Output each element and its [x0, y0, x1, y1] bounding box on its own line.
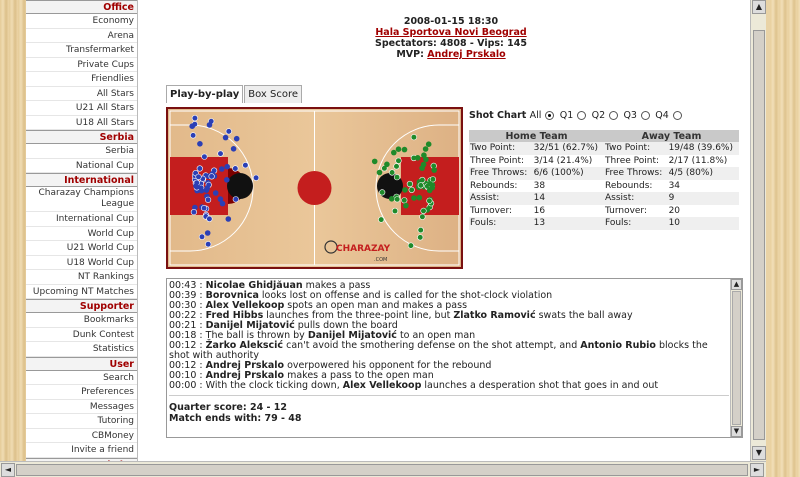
match-datetime: 2008-01-15 18:30: [403, 16, 499, 27]
stat-label-away: Assist:: [604, 192, 668, 205]
shot-marker: [205, 197, 211, 203]
log-text: launches a desperation shot that goes in and out: [421, 380, 659, 391]
stat-home-value: 38: [533, 180, 546, 191]
shot-marker: [402, 198, 408, 204]
log-scrollbar[interactable]: [730, 279, 742, 437]
sidebar-item-preferences[interactable]: Preferences: [26, 385, 137, 400]
spectators: Spectators: 4808 - Vips: 145: [374, 38, 527, 49]
log-time: 00:18: [169, 330, 197, 341]
match-header: [316, 16, 586, 60]
away-team-header: Away Team: [604, 130, 739, 142]
shot-marker: [431, 167, 437, 173]
shot-marker: [394, 164, 400, 170]
log-text: launches from the three-point line, but: [263, 310, 454, 321]
sidebar-item-economy[interactable]: Economy: [26, 14, 137, 29]
stat-home-value: 16: [533, 205, 546, 216]
stat-away-value: 4/5 (80%): [668, 167, 739, 180]
window-scroll-down-icon[interactable]: ▼: [752, 446, 766, 460]
tab-bar: [166, 85, 303, 103]
sidebar-item-world-cup[interactable]: World Cup: [26, 227, 137, 242]
log-text: swats the ball away: [535, 310, 633, 321]
shot-marker: [204, 185, 210, 191]
log-text: looks lost on offense and is called for the shot-clock violation: [258, 290, 553, 301]
logo-text: CHARAZAY: [336, 244, 391, 254]
filter-q1-radio[interactable]: [577, 111, 586, 120]
sidebar-item-international-cup[interactable]: International Cup: [26, 212, 137, 227]
shot-marker: [389, 170, 395, 176]
log-text: makes a pass: [302, 280, 371, 291]
shot-marker: [427, 198, 433, 204]
shot-chart-filter: [469, 110, 684, 121]
shot-marker: [411, 134, 417, 140]
shot-marker: [392, 208, 398, 214]
stat-away-value: 2/17 (11.8%): [668, 155, 728, 166]
tab-play-by-play[interactable]: Play-by-play: [166, 85, 243, 103]
shot-marker: [402, 187, 408, 193]
stat-row: [469, 142, 739, 155]
stat-away-value: 20: [668, 205, 681, 216]
log-time: 00:39: [169, 290, 197, 301]
shot-marker: [223, 135, 229, 141]
sidebar-item-search[interactable]: Search: [26, 371, 137, 386]
court-graphic: [168, 109, 461, 267]
match-final-score: Match ends with: 79 - 48: [169, 413, 302, 424]
log-time: 00:12: [169, 360, 197, 371]
log-line: 00:18 : The ball is thrown by Danijel Mijatović to an open man: [169, 330, 476, 341]
shot-marker: [418, 183, 424, 189]
stat-label-away: Two Point:: [604, 142, 668, 155]
log-content: [169, 281, 729, 424]
shot-marker: [201, 205, 207, 211]
filter-q3-radio[interactable]: [641, 111, 650, 120]
shot-marker: [213, 190, 219, 196]
shot-marker: [402, 147, 408, 153]
log-text: With the clock ticking down,: [205, 380, 343, 391]
sidebar-item-dunk-contest[interactable]: Dunk Contest: [26, 328, 137, 343]
shot-marker: [423, 157, 429, 163]
shot-marker: [196, 174, 202, 180]
shot-marker: [417, 195, 423, 201]
sidebar-menu: [26, 0, 138, 477]
log-line: 00:00 : With the clock ticking down, Alex Vellekoop launches a desperation shot that goes in and out: [169, 380, 659, 391]
sidebar-item-u21-all-stars[interactable]: U21 All Stars: [26, 101, 137, 116]
shot-marker: [193, 183, 199, 189]
shot-marker: [415, 155, 421, 161]
player-name: Danijel Mijatović: [205, 320, 295, 331]
window-vertical-scrollbar[interactable]: [750, 0, 766, 477]
stat-row: [469, 155, 739, 168]
log-separator: [169, 395, 729, 402]
shot-chart-title: Shot Chart: [469, 110, 527, 121]
sidebar-item-friendlies[interactable]: Friendlies: [26, 72, 137, 87]
log-line: 00:12 : Žarko Alekscić can't avoid the smothering defense on the shot attempt, and Antonio Rubio blocks the shot with authority: [169, 340, 708, 361]
shot-marker: [377, 170, 383, 176]
play-by-play-log[interactable]: [166, 278, 743, 438]
stat-home-value: 13: [533, 217, 604, 230]
shot-marker: [209, 174, 215, 180]
logo-sub: .COM: [374, 257, 388, 263]
sidebar-section-serbia: Serbia: [26, 130, 137, 144]
stat-row: [469, 180, 739, 193]
window-hscroll-thumb[interactable]: [16, 464, 748, 476]
shot-marker: [384, 162, 390, 168]
sidebar-item-u18-all-stars[interactable]: U18 All Stars: [26, 116, 137, 131]
sidebar-item-all-stars[interactable]: All Stars: [26, 87, 137, 102]
filter-q1-label: Q1: [559, 110, 574, 121]
log-text: The ball is thrown by: [205, 330, 308, 341]
stat-row: [469, 192, 739, 205]
shot-marker: [233, 166, 239, 172]
arena-link[interactable]: Hala Sportova Novi Beograd: [375, 27, 527, 38]
shot-marker: [243, 162, 249, 168]
quarter-score: Quarter score: 24 - 12: [169, 402, 287, 413]
player-name: Žarko Alekscić: [205, 340, 284, 351]
sidebar-section-international: International: [26, 173, 137, 187]
page: [26, 0, 750, 477]
log-text: can't avoid the smothering defense on the shot attempt, and: [283, 340, 581, 351]
filter-all-radio[interactable]: [545, 111, 554, 120]
shot-marker: [427, 181, 433, 187]
shot-marker: [207, 216, 213, 222]
shot-marker: [408, 243, 414, 249]
shot-marker: [231, 146, 237, 152]
shot-marker: [224, 177, 230, 183]
shot-marker: [202, 154, 208, 160]
log-text: pulls down the board: [294, 320, 398, 331]
stat-label: Assist:: [469, 192, 533, 205]
sidebar-section-supporter: Supporter: [26, 299, 137, 313]
stat-away-value: 9: [668, 192, 739, 205]
stat-label: Free Throws:: [469, 167, 533, 180]
log-line: 00:21 : Danijel Mijatović pulls down the board: [169, 320, 398, 331]
log-time: 00:10: [169, 370, 197, 381]
shot-marker: [372, 159, 378, 165]
shot-marker: [396, 146, 402, 152]
filter-q4-label: Q4: [655, 110, 669, 121]
shot-marker: [191, 209, 197, 215]
sidebar-item-arena[interactable]: Arena: [26, 29, 137, 44]
stat-label: Three Point:: [470, 155, 525, 166]
log-time: 00:12: [169, 340, 197, 351]
window-scroll-right-icon[interactable]: ►: [750, 463, 764, 477]
player-name: Zlatko Ramović: [453, 310, 536, 321]
shot-marker: [199, 188, 205, 194]
shot-marker: [426, 141, 432, 147]
shot-marker: [396, 158, 402, 164]
log-scroll-down-icon[interactable]: ▼: [731, 426, 742, 437]
log-time: 00:22: [169, 310, 197, 321]
stat-home-value: 6/6 (100%): [533, 167, 604, 180]
sidebar-item-u18-world-cup[interactable]: U18 World Cup: [26, 256, 137, 271]
stat-away-value: 34: [668, 180, 681, 191]
sidebar-item-statistics[interactable]: Statistics: [26, 342, 137, 357]
shot-marker: [192, 115, 198, 121]
background-right: [770, 0, 800, 477]
mvp-link[interactable]: Andrej Prskalo: [427, 49, 506, 60]
stat-row: [469, 205, 739, 218]
shot-marker: [379, 190, 385, 196]
shot-marker: [421, 208, 427, 214]
log-line: 00:10 : Andrej Prskalo makes a pass to the open man: [169, 370, 434, 381]
shot-marker: [389, 196, 395, 202]
shot-marker: [407, 181, 413, 187]
shot-marker: [207, 122, 213, 128]
stat-away-value: 19/48 (39.6%): [668, 142, 739, 155]
shot-marker: [226, 216, 232, 222]
stat-label: Rebounds:: [470, 180, 518, 191]
shot-marker: [417, 235, 423, 241]
sidebar-item-bookmarks[interactable]: Bookmarks: [26, 313, 137, 328]
stat-home-value: 32/51 (62.7%): [533, 142, 604, 155]
shot-marker: [205, 230, 211, 236]
shot-marker: [234, 136, 240, 142]
shot-marker: [403, 203, 409, 209]
shot-marker: [394, 174, 400, 180]
shot-marker: [394, 197, 400, 203]
mvp-label: MVP:: [396, 49, 424, 60]
sidebar-item-u21-world-cup[interactable]: U21 World Cup: [26, 241, 137, 256]
stat-label-away: Three Point:: [604, 155, 660, 166]
sidebar-item-tutoring[interactable]: Tutoring: [26, 414, 137, 429]
log-text: overpowered his opponent for the rebound: [284, 360, 492, 371]
filter-q2-label: Q2: [591, 110, 606, 121]
log-text: spots an open man and makes a pass: [284, 300, 468, 311]
home-team-header: Home Team: [469, 130, 604, 142]
shot-marker: [233, 197, 239, 203]
shot-marker: [224, 164, 230, 170]
filter-q4-radio[interactable]: [673, 111, 682, 120]
player-name: Fred Hibbs: [205, 310, 264, 321]
sidebar-section-office: Office: [26, 0, 137, 14]
sidebar-item-invite-a-friend[interactable]: Invite a friend: [26, 443, 137, 458]
shot-marker: [218, 151, 224, 157]
shot-marker: [423, 146, 429, 152]
shot-marker: [411, 195, 417, 201]
shot-marker: [190, 133, 196, 139]
log-time: 00:30: [169, 300, 197, 311]
shot-marker: [409, 187, 415, 193]
tab-box-score[interactable]: Box Score: [244, 85, 302, 103]
stat-label: Two Point:: [469, 142, 533, 155]
sidebar-item-messages[interactable]: Messages: [26, 400, 137, 415]
sidebar-item-serbia[interactable]: Serbia: [26, 144, 137, 159]
log-line: 00:39 : Borovnica looks lost on offense and is called for the shot-clock violation: [169, 290, 553, 301]
shot-marker: [199, 234, 205, 240]
shot-marker: [420, 214, 426, 220]
shot-marker: [197, 141, 203, 147]
sidebar-item-transfermarket[interactable]: Transfermarket: [26, 43, 137, 58]
stat-label-away: Turnover:: [604, 205, 648, 216]
shot-marker: [226, 129, 232, 135]
stat-label-away: Rebounds:: [604, 180, 653, 191]
shot-marker: [253, 175, 259, 181]
sidebar-item-cbmoney[interactable]: CBMoney: [26, 429, 137, 444]
window-scroll-left-icon[interactable]: ◄: [1, 463, 15, 477]
player-name: Alex Vellekoop: [342, 380, 422, 391]
background-left: [0, 0, 26, 477]
log-scroll-up-icon[interactable]: ▲: [731, 279, 742, 290]
team-stats-table: [469, 130, 739, 230]
stat-home-value: 14: [533, 192, 604, 205]
shot-marker: [219, 166, 225, 172]
shot-marker: [197, 166, 203, 172]
window-scroll-thumb[interactable]: [753, 30, 765, 440]
window-horizontal-scrollbar[interactable]: [0, 461, 766, 477]
stat-label-away: Free Throws:: [604, 167, 668, 180]
player-name: Antonio Rubio: [580, 340, 656, 351]
player-name: Andrej Prskalo: [205, 370, 285, 381]
log-time: 00:43: [169, 280, 197, 291]
stat-home-value: 3/14 (21.4%): [533, 155, 593, 166]
shot-marker: [391, 150, 397, 156]
filter-q2-radio[interactable]: [609, 111, 618, 120]
stat-label-away: Fouls:: [604, 217, 668, 230]
shot-marker: [220, 201, 226, 207]
sidebar-item-upcoming-nt-matches[interactable]: Upcoming NT Matches: [26, 285, 137, 300]
player-name: Borovnica: [205, 290, 259, 301]
shot-marker: [189, 123, 195, 129]
shot-marker: [419, 165, 425, 171]
sidebar-item-charazay-champions-league[interactable]: Charazay Champions League: [26, 187, 137, 212]
shot-marker: [378, 217, 384, 223]
shot-chart-court: [166, 107, 463, 269]
sidebar-item-nt-rankings[interactable]: NT Rankings: [26, 270, 137, 285]
shot-marker: [205, 241, 211, 247]
log-scroll-thumb[interactable]: [732, 291, 741, 425]
player-name: Nicolae Ghidjăuan: [205, 280, 303, 291]
log-line: 00:43 : Nicolae Ghidjăuan makes a pass: [169, 280, 371, 291]
stat-away-value: 10: [668, 217, 739, 230]
log-text: makes a pass to the open man: [284, 370, 434, 381]
center-circle: [298, 171, 332, 205]
sidebar-item-private-cups[interactable]: Private Cups: [26, 58, 137, 73]
log-text: blocks the shot with authority: [169, 340, 708, 361]
stat-label: Turnover:: [470, 205, 513, 216]
stat-row: [469, 167, 739, 180]
player-name: Danijel Mijatović: [307, 330, 397, 341]
log-line: 00:30 : Alex Vellekoop spots an open man and makes a pass: [169, 300, 468, 311]
sidebar-item-national-cup[interactable]: National Cup: [26, 159, 137, 174]
filter-q3-label: Q3: [623, 110, 637, 121]
player-name: Andrej Prskalo: [205, 360, 285, 371]
sidebar-section-user: User: [26, 357, 137, 371]
shot-marker: [418, 227, 424, 233]
log-line: 00:22 : Fred Hibbs launches from the three-point line, but Zlatko Ramović swats the ball away: [169, 310, 633, 321]
stat-row: [469, 217, 739, 230]
log-line: 00:12 : Andrej Prskalo overpowered his opponent for the rebound: [169, 360, 492, 371]
log-time: 00:21: [169, 320, 197, 331]
log-text: to an open man: [396, 330, 476, 341]
filter-all-label: All: [529, 110, 542, 121]
window-scroll-up-icon[interactable]: ▲: [752, 0, 766, 14]
player-name: Alex Vellekoop: [205, 300, 285, 311]
stat-label: Fouls:: [469, 217, 533, 230]
log-time: 00:00: [169, 380, 197, 391]
